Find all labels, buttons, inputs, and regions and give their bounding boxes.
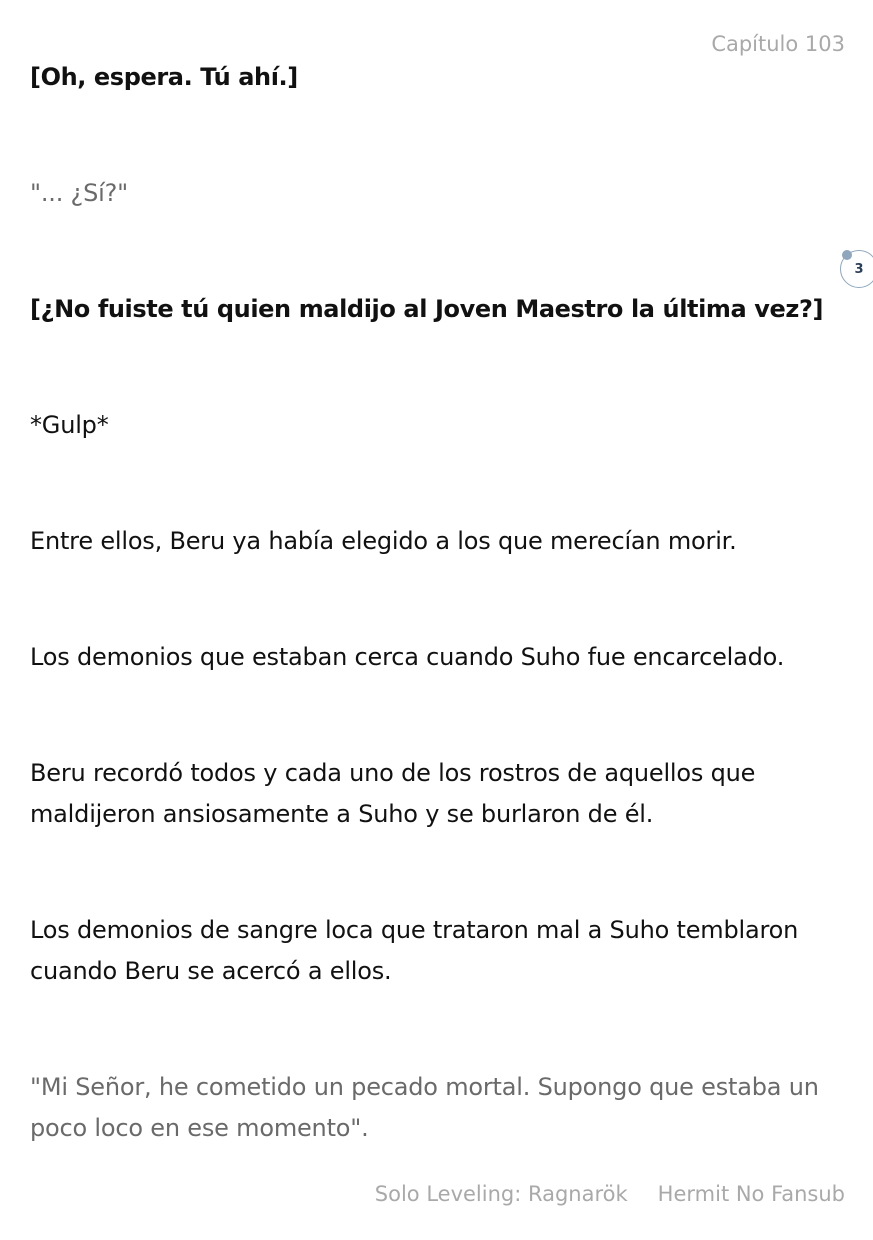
page-number-label: 3 — [854, 261, 864, 277]
footer — [375, 1182, 845, 1206]
paragraph: Entre ellos, Beru ya había elegido a los que merecían morir. — [30, 527, 737, 555]
footer-group: Hermit No Fansub — [657, 1182, 845, 1206]
marker-dot-icon — [842, 250, 852, 260]
paragraph: Los demonios que estaban cerca cuando Suho fue encarcelado. — [30, 643, 785, 671]
paragraph: Los demonios de sangre loca que trataron mal a Suho temblaron cuando Beru se acercó a ellos. — [30, 916, 799, 985]
paragraph: "Mi Señor, he cometido un pecado mortal. Supongo que estaba un poco loco en ese momento". — [30, 1073, 819, 1142]
paragraph: Beru recordó todos y cada uno de los rostros de aquellos que maldijeron ansiosamente a Suho y se burlaron de él. — [30, 759, 756, 828]
paragraph: [Oh, espera. Tú ahí.] — [30, 63, 298, 91]
footer-title: Solo Leveling: Ragnarök — [374, 1182, 628, 1206]
paragraph: [¿No fuiste tú quien maldijo al Joven Maestro la última vez?] — [30, 295, 824, 323]
paragraph: "... ¿Sí?" — [30, 179, 128, 207]
chapter-label: Capítulo 103 — [711, 32, 845, 56]
paragraph: *Gulp* — [30, 411, 109, 439]
